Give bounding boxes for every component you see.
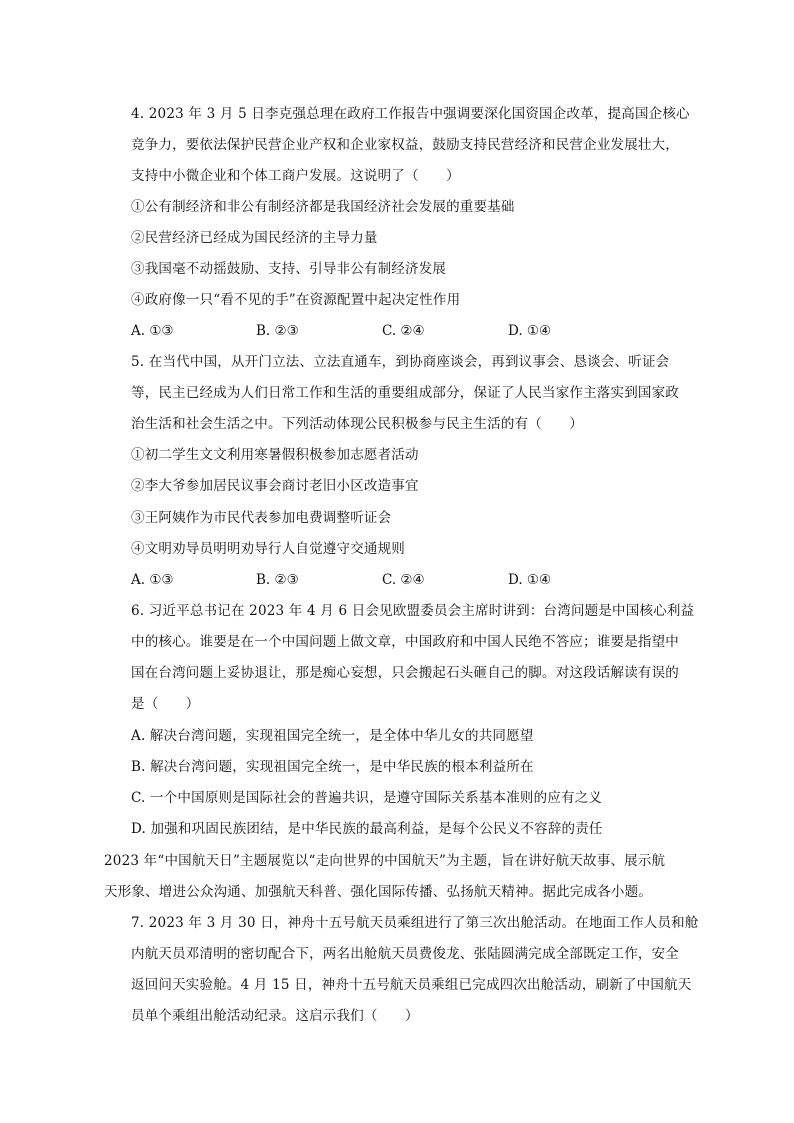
q4-option-c[interactable]: C. ②④ [382,323,425,339]
q4-stem-line-3: 支持中小微企业和个体工商户发展。这说明了（ ） [131,168,460,184]
q6-option-d[interactable]: D. 加强和巩固民族团结，是中华民族的最高利益，是每个公民义不容辞的责任 [131,821,603,837]
q6-stem-line-4: 是（ ） [131,696,200,712]
q4-statement-2: ②民营经济已经成为国民经济的主导力量 [131,230,378,246]
q5-option-b[interactable]: B. ②③ [256,572,299,588]
q7-stem-line-1: 7. 2023 年 3 月 30 日，神舟十五号航天员乘组进行了第三次出舱活动。在地面工作人员和舱 [131,915,699,931]
q4-statement-3: ③我国毫不动摇鼓励、支持、引导非公有制经济发展 [131,261,447,277]
q5-statement-3: ③王阿姨作为市民代表参加电费调整听证会 [131,510,392,526]
intro-line-1: 2023 年“中国航天日”主题展览以“走向世界的中国航天”为主题，旨在讲好航天故事、展示航 [104,853,666,869]
q6-option-b[interactable]: B. 解决台湾问题，实现祖国完全统一，是中华民族的根本利益所在 [131,759,534,775]
q4-option-d[interactable]: D. ①④ [508,323,552,339]
q5-stem-line-2: 等，民主已经成为人们日常工作和生活的重要组成部分，保证了人民当家作主落实到国家政 [131,385,679,401]
q4-statement-1: ①公有制经济和非公有制经济都是我国经济社会发展的重要基础 [131,199,515,215]
intro-line-2: 天形象、增进公众沟通、加强航天科普、强化国际传播、弘扬航天精神。据此完成各小题。 [104,884,652,900]
q6-stem-line-2: 中的核心。谁要是在一个中国问题上做文章，中国政府和中国人民绝不答应；谁要是指望中 [131,634,679,650]
q4-stem-line-2: 竞争力，要依法保护民营企业产权和企业家权益，鼓励支持民营经济和民营企业发展壮大， [131,137,679,153]
q4-option-a[interactable]: A. ①③ [131,323,174,339]
q7-stem-line-2: 内航天员邓清明的密切配合下，两名出舱航天员费俊龙、张陆圆满完成全部既定工作，安全 [131,946,679,962]
q5-stem-line-3: 治生活和社会生活之中。下列活动体现公民积极参与民主生活的有（ ） [131,416,584,432]
q5-statement-1: ①初二学生文文利用寒暑假积极参加志愿者活动 [131,447,419,463]
q5-option-c[interactable]: C. ②④ [382,572,425,588]
q6-stem-line-3: 国在台湾问题上妥协退让，那是痴心妄想，只会搬起石头砸自己的脚。对这段话解读有误的 [131,665,679,681]
q6-option-c[interactable]: C. 一个中国原则是国际社会的普遍共识，是遵守国际关系基本准则的应有之义 [131,790,603,806]
q7-stem-line-4: 员单个乘组出舱活动纪录。这启示我们（ ） [131,1008,419,1024]
q5-statement-2: ②李大爷参加居民议事会商讨老旧小区改造事宜 [131,478,419,494]
q4-option-b[interactable]: B. ②③ [256,323,299,339]
q7-stem-line-3: 返回问天实验舱。4 月 15 日，神舟十五号航天员乘组已完成四次出舱活动，刷新了中国航天 [131,977,692,993]
q5-statement-4: ④文明劝导员明明劝导行人自觉遵守交通规则 [131,541,405,557]
q5-stem-line-1: 5. 在当代中国，从开门立法、立法直通车，到协商座谈会，再到议事会、恳谈会、听证会 [131,354,670,370]
q4-stem-line-1: 4. 2023 年 3 月 5 日李克强总理在政府工作报告中强调要深化国资国企改革，提高国企核心 [131,106,690,122]
q4-statement-4: ④政府像一只“看不见的手”在资源配置中起决定性作用 [131,292,461,308]
q5-option-a[interactable]: A. ①③ [131,572,174,588]
q6-option-a[interactable]: A. 解决台湾问题，实现祖国完全统一，是全体中华儿女的共同愿望 [131,728,534,744]
q5-option-d[interactable]: D. ①④ [508,572,552,588]
q6-stem-line-1: 6. 习近平总书记在 2023 年 4 月 6 日会见欧盟委员会主席时讲到：台湾问题是中国核心利益 [131,603,695,619]
